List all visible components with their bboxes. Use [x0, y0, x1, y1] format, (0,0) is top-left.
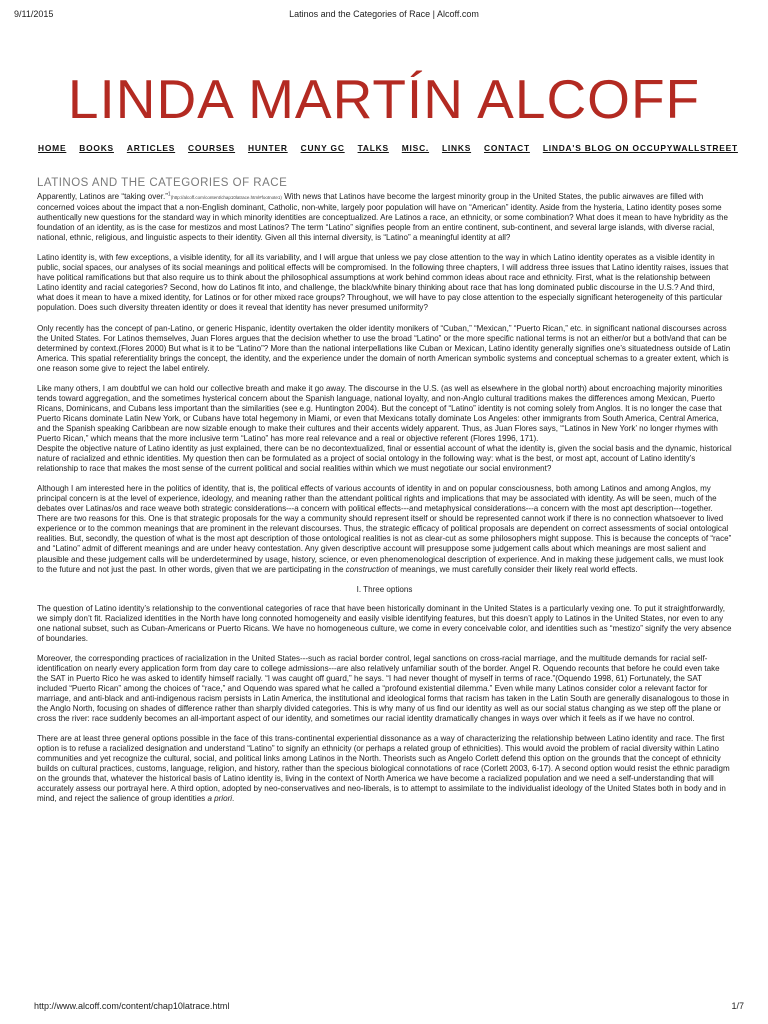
- nav-talks[interactable]: TALKS: [357, 143, 389, 153]
- p9-text-a: There are at least three general options possible in the face of this trans-continental experiential dissonance as a way of characterizing the relationship between Latino identity and race. The first option is to refuse a racialized designation and understand “Latino” to signify an ethnicity (or perhaps a related group of ethnicities). This would avoid the problem of racial diversity within Latino communities and yet recognize the cultural, social, and political links among Latinos in the North. Theorists such as Angelo Corlett defend this option on the grounds that the concept of ethnicity builds on cultural practices, customs, language, religion, and history, rather than the specious biological connotations of race (Corlett 2003, 6-17). A second option would resist the ethnic paradigm on the grounds that, whatever the historical basis of Latino identity is, living in the context of North America we have become a racialized population and we need a self-understanding that will accurately assess our portrayal here. A third option, adopted by neo-conservatives and neo-liberals, is to attempt to assimilate to the individualist ideology of the United States both in body and in mind, and reject the salience of group identities: [37, 734, 730, 804]
- paragraph-8: Moreover, the corresponding practices of racialization in the United States---such as racial border control, legal sanctions on cross-racial marriage, and the multitude demands for racial self-identification on nearly every application form from day care to college admissions---are also relatively unfamiliar south of the border. Angel R. Oquendo recounts that before he could even take the SAT in Puerto Rico he was asked to identify himself racially. “I was caught off guard,” he says. “I had never thought of myself in terms of race.”(Oquendo 1998, 61) Fortunately, the SAT included “Puerto Rican” among the choices of “race,” and Oquendo was spared what he called a “profound existential dilemma.” Even while many Latinos consider color a relevant factor for marriage, and anti-black and anti-indigenous racism persists in Latin America, the institutional and ideological forms that racism has taken in the Latin South are generally disanalogous to those in the Anglo North, focusing on shades of difference rather than sharply divided categories. This is why many of us find our identity as well as our social status changing as we step off the plane or cross the river: race suddenly becomes an all-important aspect of our identity, and sometimes our racial identity dramatically changes in ways over which it feels as if we have no control.: [37, 653, 729, 724]
- paragraph-2: Latino identity is, with few exceptions, a visible identity, for all its variability, and I will argue that unless we pay close attention to the way in which Latino identity operates as a visible identity in public, social spaces, our analyses of its social meanings and political effects will be compromised. In the following three chapters, I will address three issues that Latino identity raises, issues that have political ramifications but that also require us to think about the philosophical assumptions at work behind common ideas about race and ethnicity. First, what is the relationship between Latino identity and racial categories? Second, how do Latinos fit into, and challenge, the black/white binary thinking about race that has long dominated public discourse in the U.S.? And third, what does it mean to have a mixed identity, for Latinos or for other mixed race groups? Throughout, we will have to pay close attention to the especially significant heterogeneity of this particular population. Does such diversity threaten identity or does it reveal that identity has never presumed uniformity?: [37, 253, 729, 313]
- p6-text-b: of meanings, we must carefully consider their likely real world effects.: [389, 564, 638, 574]
- print-date: 9/11/2015: [14, 9, 54, 19]
- main-nav: [38, 140, 738, 156]
- paragraph-1: [37, 192, 732, 243]
- p1-lead: Apparently, Latinos are “taking over.”: [37, 192, 168, 201]
- paragraph-9: [37, 734, 732, 804]
- site-title[interactable]: LINDA MARTÍN ALCOFF: [67, 68, 701, 130]
- nav-links[interactable]: LINKS: [441, 143, 472, 153]
- footnote-link[interactable]: (http://alcoff.com/content/chap10latrace.html#footnote1): [170, 195, 282, 200]
- nav-courses[interactable]: COURSES: [188, 143, 236, 153]
- paragraph-6: [37, 484, 732, 574]
- p1-text: With news that Latinos have become the largest minority group in the United States, the public airwaves are filled with concerned voices about the impact that a non-English dominant, Catholic, non-white, largely poor population will have on “American” identity. Aside from the hysteria, Latino identity poses some authentically new questions for the standard way in which minority identities are conceptualized. Are Latinos a race, an ethnicity, or some combination? What does it mean to have hybridity as the foundation of an identity, as is the case for mestizos and most Latinos? The term “Latino” signifies people from an entire continent, sub-continent, and several large islands, with diverse racial, national, ethnic, religious, and linguistic aspects to their identity. Given all this internal diversity, is “Latino” a meaningful identity at all?: [37, 192, 728, 243]
- nav-home[interactable]: HOME: [38, 143, 67, 153]
- paragraph-5: Despite the objective nature of Latino identity as just explained, there can be no decontextualized, final or essential account of what the identity is, given the social basis and the dynamic, historical nature of racialized and ethnic identities. My question then can be formulated as a project of social ontology in the following way: what is the best, or most apt, account of Latino identity’s relationship to race that makes the most sense of the current political and social realities within which we must negotiate our social environment?: [37, 444, 732, 474]
- page-heading: LATINOS AND THE CATEGORIES OF RACE: [37, 177, 288, 189]
- nav-misc[interactable]: MISC.: [401, 143, 430, 153]
- nav-cuny-gc[interactable]: CUNY GC: [300, 143, 345, 153]
- print-footer: [14, 1001, 754, 1015]
- nav-books[interactable]: BOOKS: [79, 143, 114, 153]
- print-url: http://www.alcoff.com/content/chap10latrace.html: [34, 1001, 230, 1011]
- footnote-marker[interactable]: 1: [167, 191, 171, 198]
- article-body: [37, 192, 732, 814]
- print-page-number: 1/7: [731, 1001, 744, 1011]
- p9-emphasis: a priori: [207, 794, 233, 804]
- print-header: [14, 9, 754, 23]
- paragraph-4: Like many others, I am doubtful we can hold our collective breath and make it go away. The discourse in the U.S. (as well as elsewhere in the global north) about encroaching majority minorities tends toward aggregation, and the sometimes hysterical concern about the Spanish language, national loyalty, and non-Anglo cultural traditions makes the differences among Mexican, Puerto Ricans, Dominicans, and Cubans less important than the similarities (see e.g. Huntington 2004). But the concept of “Latino” identity is not coming solely from Anglos. It is no longer the case that Puerto Ricans dominate Latin New York, or Cubans have total hegemony in Miami, or even that Mexicans totally dominate Los Angeles: other immigrants from South America, Central America, and the Spanish speaking Caribbean are now sizable enough to make their cultures and their accents widely apparent. Thus, as Juan Flores says, “‘Latinos in New York’ no longer rhymes with Puerto Rican,” which means that the more inclusive term “Latino” has more real relevance and a real or objective referent (Flores 1996, 171).: [37, 383, 723, 443]
- section-heading: I. Three options: [356, 584, 413, 594]
- nav-blog[interactable]: LINDA'S BLOG ON OCCUPYWALLSTREET: [542, 143, 738, 153]
- paragraph-7: The question of Latino identity’s relationship to the conventional categories of race that have been historically dominant in the United States is a particularly vexing one. To put it straightforwardly, we simply don’t fit. Racialized identities in the North have long connoted homogeneity and easily visible identifying features, but this doesn’t apply to Latinos in the United States, nor even to any one national subset, such as Cuban-Americans or Puerto Ricans. We have no homogeneous culture, we come in every conceivable color, and identities such as “mestizo” signify the very absence of boundaries.: [37, 603, 732, 643]
- paragraph-3: Only recently has the concept of pan-Latino, or generic Hispanic, identity overtaken the older identity monikers of “Cuban,” “Mexican,” “Puerto Rican,” etc. in significant national discourses across the United States. For Latinos themselves, Juan Flores argues that the decision whether to use the broad “Latino” or the more specific national terms is not an either/or but a both/and that can be determined by context.(Flores 2000) But what is it to be “Latino”? More than the national interpellations like Cuban or Mexican, Latino identity generally signifies one’s situatedness outside of Latin America. This spatial referentiality brings the concept, the identity, and the experience under the domain of north American symbolic systems and conceptual schemas to a greater extent, which is one reason some give to reject the label entirely.: [37, 323, 731, 373]
- print-page-title: Latinos and the Categories of Race | Alcoff.com: [289, 9, 479, 19]
- p9-text-b: .: [232, 794, 235, 804]
- nav-contact[interactable]: CONTACT: [483, 143, 530, 153]
- nav-hunter[interactable]: HUNTER: [247, 143, 288, 153]
- p6-emphasis: construction: [345, 564, 390, 574]
- p6-text-a: Although I am interested here in the politics of identity, that is, the political effects of various accounts of identity in and on popular consciousness, both among Latinos and among Anglos, my principal concern is at the level of experience, ideology, and meaning rather than the attendant political rights and implications that may be associated with identity. As will be seen, much of the debates over Latinas/os and race weave both strategic considerations---a concern with political effects---and metaphysical considerations---a concern with the most apt description---together. There are two reasons for this. One is that strategic proposals for the way a community should represent itself or should be represented cannot work if there is no connection whatsoever to lived experience or to the common meanings that are prominent in the relevant discourses. Thus, the strategic efficacy of political proposals are dependent on correct assessments of social ontological realities. But, secondly, the question of what is the most apt description of those ontological realities is not as clear-cut as some philosophers might suppose. This is because the concepts of “race” and “Latino” admit of different meanings and are under heavy contestation. Any given descriptive account will presuppose some judgement calls about which meanings are most salient and plausible and these judgement calls will be underdetermined by usage, history, science, or even phenomenological description of experience. And in making these judgement calls, we must look to the future and not just the past. In other words, given that we are participating in the: [37, 484, 732, 574]
- nav-articles[interactable]: ARTICLES: [126, 143, 176, 153]
